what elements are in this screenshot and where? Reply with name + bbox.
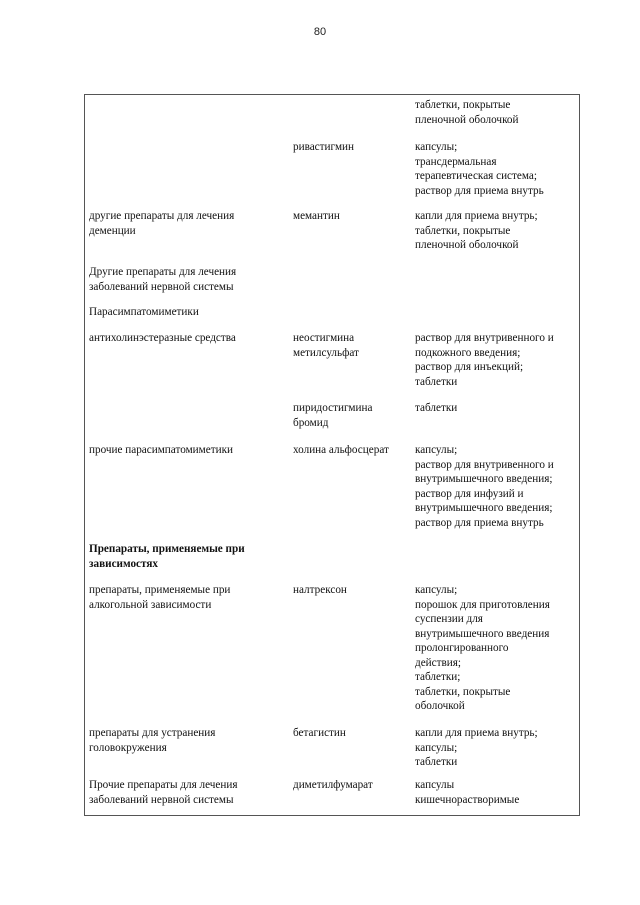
table-row-substance-cell	[293, 778, 373, 793]
cell-text-line: пролонгированного	[415, 642, 509, 654]
cell-text-line: прочие парасимпатомиметики	[89, 444, 233, 456]
cell-text-line: внутримышечного введения	[415, 627, 550, 640]
cell-text-line: диметилфумарат	[293, 779, 373, 791]
table-row-forms-cell	[415, 443, 554, 530]
table-row-forms-cell	[415, 726, 538, 770]
cell-text-line: таблетки, покрытые	[415, 224, 511, 237]
page-number: 80	[313, 26, 327, 38]
cell-text-line: пиридостигмина	[293, 402, 373, 414]
cell-text-line: капсулы;	[415, 584, 458, 596]
cell-text-line: терапевтическая система;	[415, 170, 537, 182]
medication-table	[84, 94, 580, 816]
cell-text-line: препараты для устранения	[89, 727, 216, 739]
cell-text-line: трансдермальная	[415, 155, 497, 168]
cell-text-line: капли для приема внутрь;	[415, 727, 538, 739]
cell-text-line: капсулы	[415, 779, 455, 791]
table-row-substance-cell	[293, 583, 347, 598]
cell-text-line: капли для приема внутрь;	[415, 210, 538, 222]
cell-text-line: оболочкой	[415, 700, 465, 712]
cell-text-line: раствор для внутривенного и	[415, 458, 554, 471]
cell-text-line: Прочие препараты для лечения	[89, 779, 238, 791]
table-row-group-cell	[89, 209, 234, 238]
cell-text-line: раствор для инъекций;	[415, 361, 524, 373]
cell-text-line: налтрексон	[293, 584, 347, 596]
table-row-forms-cell	[415, 209, 538, 253]
cell-text-line: таблетки;	[415, 671, 461, 683]
cell-text-line: Парасимпатомиметики	[89, 306, 199, 318]
table-row-group-cell	[89, 331, 236, 346]
cell-text-line: таблетки, покрытые	[415, 685, 511, 698]
table-row-substance-cell	[293, 401, 372, 430]
cell-text-line: зависимостях	[89, 557, 159, 570]
cell-text-line: порошок для приготовления	[415, 598, 550, 611]
table-row-group-cell	[89, 305, 199, 320]
cell-text-line: алкогольной зависимости	[89, 598, 212, 611]
cell-text-line: другие препараты для лечения	[89, 210, 235, 222]
table-row-substance-cell	[293, 331, 359, 360]
cell-text-line: внутримышечного введения;	[415, 502, 553, 514]
cell-text-line: заболеваний нервной системы	[89, 793, 234, 806]
cell-text-line: таблетки	[415, 402, 458, 414]
cell-text-line: заболеваний нервной системы	[89, 280, 234, 293]
cell-text-line: таблетки	[415, 756, 458, 768]
cell-text-line: суспензии для	[415, 613, 483, 625]
cell-text-line: таблетки, покрытые	[415, 99, 511, 111]
cell-text-line: внутримышечного введения;	[415, 473, 553, 485]
cell-text-line: таблетки	[415, 375, 458, 388]
cell-text-line: пленочной оболочкой	[415, 113, 519, 126]
cell-text-line: бетагистин	[293, 727, 346, 739]
table-row-forms-cell	[415, 140, 544, 198]
cell-text-line: головокружения	[89, 741, 167, 754]
table-row-forms-cell	[415, 778, 519, 807]
cell-text-line: пленочной оболочкой	[415, 239, 519, 251]
cell-text-line: мемантин	[293, 210, 340, 222]
table-row-substance-cell	[293, 443, 389, 458]
table-row-substance-cell	[293, 209, 340, 224]
table-row-substance-cell	[293, 726, 346, 741]
cell-text-line: раствор для приема внутрь	[415, 516, 544, 529]
table-row-group-cell	[89, 265, 236, 294]
table-row-forms-cell	[415, 331, 554, 389]
cell-text-line: раствор для инфузий и	[415, 487, 524, 500]
cell-text-line: препараты, применяемые при	[89, 584, 231, 596]
cell-text-line: капсулы;	[415, 741, 458, 754]
table-row-group-cell	[89, 443, 233, 458]
table-row-forms-cell	[415, 583, 550, 714]
cell-text-line: бромид	[293, 416, 329, 429]
cell-text-line: Другие препараты для лечения	[89, 266, 237, 278]
table-row-forms-cell	[415, 401, 457, 416]
cell-text-line: раствор для внутривенного и	[415, 332, 554, 344]
table-row-group-cell	[89, 583, 230, 612]
cell-text-line: капсулы;	[415, 444, 458, 456]
table-row-group-cell	[89, 726, 215, 755]
cell-text-line: капсулы;	[415, 141, 458, 153]
table-row-group-cell	[89, 778, 238, 807]
cell-text-line: ривастигмин	[293, 141, 355, 153]
cell-text-line: деменции	[89, 224, 136, 237]
cell-text-line: холина альфосцерат	[293, 444, 389, 456]
table-row-forms-cell	[415, 98, 519, 127]
cell-text-line: неостигмина	[293, 332, 355, 344]
cell-text-line: действия;	[415, 656, 462, 669]
cell-text-line: подкожного введения;	[415, 346, 521, 359]
cell-text-line: кишечнорастворимые	[415, 793, 520, 806]
cell-text-line: раствор для приема внутрь	[415, 184, 544, 197]
cell-text-line: Препараты, применяемые при	[89, 543, 245, 555]
cell-text-line: метилсульфат	[293, 346, 359, 359]
table-row-substance-cell	[293, 140, 354, 155]
cell-text-line: антихолинэстеразные средства	[89, 332, 236, 344]
table-row-group-cell	[89, 542, 245, 571]
